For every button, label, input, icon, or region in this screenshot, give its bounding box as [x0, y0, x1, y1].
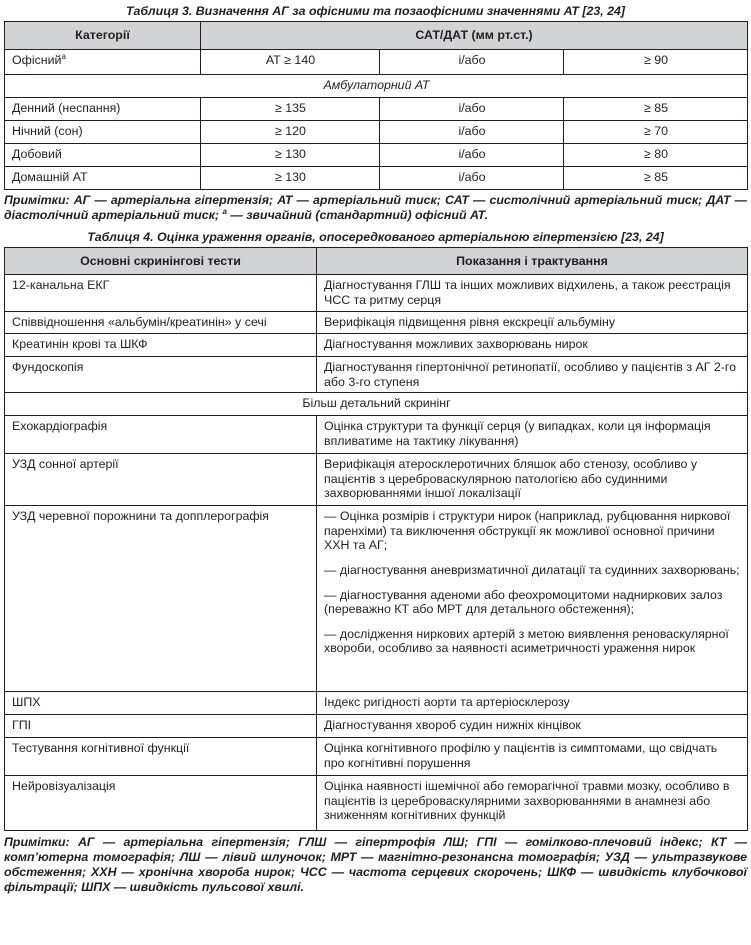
row-sbp: ≥ 135: [201, 98, 380, 121]
table3-office-label: Офісний$^a$: [5, 50, 201, 75]
row-label: Домашній АТ: [5, 167, 201, 190]
table3-office-row: [5, 50, 748, 75]
test-name: Нейровізуалізація: [5, 776, 317, 831]
table-row: [5, 98, 748, 121]
table-row: [5, 776, 748, 831]
table-row: [5, 144, 748, 167]
table-row: [5, 416, 748, 454]
table4-header-row: [5, 248, 748, 275]
list-item: — діагностування аневризматичної дилатації та судинних захворювань;: [324, 562, 740, 577]
table4-header-indications: Показання і трактування: [317, 248, 748, 275]
table3-caption: Таблиця 3. Визначення АГ за офісними та позаофісними значеннями АТ [23, 24]: [125, 4, 626, 18]
table3: [4, 21, 748, 190]
table3-header-category: Категорії: [5, 22, 201, 50]
row-label: Денний (неспання): [5, 98, 201, 121]
table-row: [5, 334, 748, 357]
test-indication: Верифікація атеросклеротичних бляшок або стенозу, особливо у пацієнтів з цереброваскулярною патологією або судинними захворюваннями іншої локалізації: [317, 454, 748, 506]
table-row: [5, 738, 748, 776]
table3-office-andor: і/або: [380, 50, 564, 75]
document-page: [4, 0, 747, 896]
row-sbp: ≥ 120: [201, 121, 380, 144]
list-item: — дослідження ниркових артерій з метою виявлення реноваскулярної хвороби, особливо за наявності асиметричності ураження нирок: [324, 626, 729, 656]
row-andor: і/або: [380, 98, 564, 121]
test-name: Ехокардіографія: [5, 416, 317, 454]
table3-header-values: САТ/ДАТ (мм рт.ст.): [201, 22, 748, 50]
table3-office-sbp: АТ ≥ 140: [201, 50, 380, 75]
test-name: Фундоскопія: [5, 357, 317, 393]
test-indication: Діагностування хвороб судин нижніх кінцівок: [317, 715, 748, 738]
table4-header-tests: Основні скринінгові тести: [5, 248, 317, 275]
table-row: [5, 167, 748, 190]
row-label: Добовий: [5, 144, 201, 167]
test-name: УЗД сонної артерії: [5, 454, 317, 506]
test-name: Креатинін крові та ШКФ: [5, 334, 317, 357]
test-name: УЗД черевної порожнини та допплерографія: [5, 506, 317, 692]
table-row: [5, 692, 748, 715]
table3-notes: Примітки: АГ — артеріальна гіпертензія; АТ — артеріальний тиск; САТ — систолічний артеріальний тиск; ДАТ — діастолічний артеріальний тиск; $^а$ — звичайний (стандартний) офісний АТ.: [4, 193, 747, 223]
table3-office-dbp: ≥ 90: [564, 50, 748, 75]
row-label: Нічний (сон): [5, 121, 201, 144]
table4-detailed-row: [5, 393, 748, 416]
test-indication: Діагностування можливих захворювань нирок: [317, 334, 748, 357]
table4-detailed-label: Більш детальний скринінг: [5, 393, 748, 416]
table-row: [5, 715, 748, 738]
table3-ambulatory-row: [5, 75, 748, 98]
test-name: 12-канальна ЕКГ: [5, 275, 317, 312]
row-dbp: ≥ 80: [564, 144, 748, 167]
table-row: [5, 357, 748, 393]
row-andor: і/або: [380, 167, 564, 190]
table-row: [5, 454, 748, 506]
test-indication-list: [317, 506, 748, 692]
table4: [4, 247, 748, 831]
test-indication: Верифікація підвищення рівня екскреції альбуміну: [317, 312, 748, 334]
list-item: — діагностування аденоми або феохромоцитоми надниркових залоз (переважно КТ або МРТ для детального обстеження);: [324, 587, 723, 617]
row-sbp: ≥ 130: [201, 167, 380, 190]
test-indication: Діагностування ГЛШ та інших можливих відхилень, а також реєстрація ЧСС та ритму серця: [317, 275, 748, 312]
test-name: Співвідношення «альбумін/креатинін» у сечі: [5, 312, 317, 334]
test-indication: Оцінка когнітивного профілю у пацієнтів із симптомами, що свідчать про когнітивні порушення: [317, 738, 748, 776]
table3-header-row: [5, 22, 748, 50]
table-row: [5, 506, 748, 692]
table-row: [5, 312, 748, 334]
table4-notes: Примітки: АГ — артеріальна гіпертензія; ГЛШ — гіпертрофія ЛШ; ГПІ — гомілково-плечовий індекс; КТ — комп’ютерна томографія; ЛШ — лівий шлуночок; МРТ — магнітно-резонансна томографія; УЗД — ультразвукове обстеження; ХХН — хронічна хвороба нирок; ЧСС — частота серцевих скорочень; ШКФ — швидкість клубочкової фільтрації; ШПХ — швидкість пульсової хвилі.: [4, 835, 747, 895]
test-name: ШПХ: [5, 692, 317, 715]
test-name: Тестування когнітивної функції: [5, 738, 317, 776]
test-name: ГПІ: [5, 715, 317, 738]
test-indication: Діагностування гіпертонічної ретинопатії, особливо у пацієнтів з АГ 2-го або 3-го ступеня: [317, 357, 748, 393]
table-row: [5, 121, 748, 144]
row-dbp: ≥ 70: [564, 121, 748, 144]
table3-ambulatory-label: Амбулаторний АТ: [5, 75, 748, 98]
table4-caption: Таблиця 4. Оцінка ураження органів, опосередкованого артеріальною гіпертензією [23, 24]: [87, 230, 664, 244]
table-row: [5, 275, 748, 312]
row-dbp: ≥ 85: [564, 167, 748, 190]
row-sbp: ≥ 130: [201, 144, 380, 167]
row-andor: і/або: [380, 144, 564, 167]
row-andor: і/або: [380, 121, 564, 144]
test-indication: Індекс ригідності аорти та артеріосклерозу: [317, 692, 748, 715]
test-indication: Оцінка структури та функції серця (у випадках, коли ця інформація впливатиме на тактику лікування): [317, 416, 748, 454]
list-item: — Оцінка розмірів і структури нирок (наприклад, рубцювання ниркової паренхіми) та виключення обструкції як можливої основної причини ХХН та АГ;: [324, 509, 731, 553]
row-dbp: ≥ 85: [564, 98, 748, 121]
superscript-a: a: [61, 51, 66, 61]
test-indication: Оцінка наявності ішемічної або геморагічної травми мозку, особливо в пацієнтів із цереброваскулярними захворюваннями в анамнезі або зниженням когнітивних функцій: [317, 776, 748, 831]
